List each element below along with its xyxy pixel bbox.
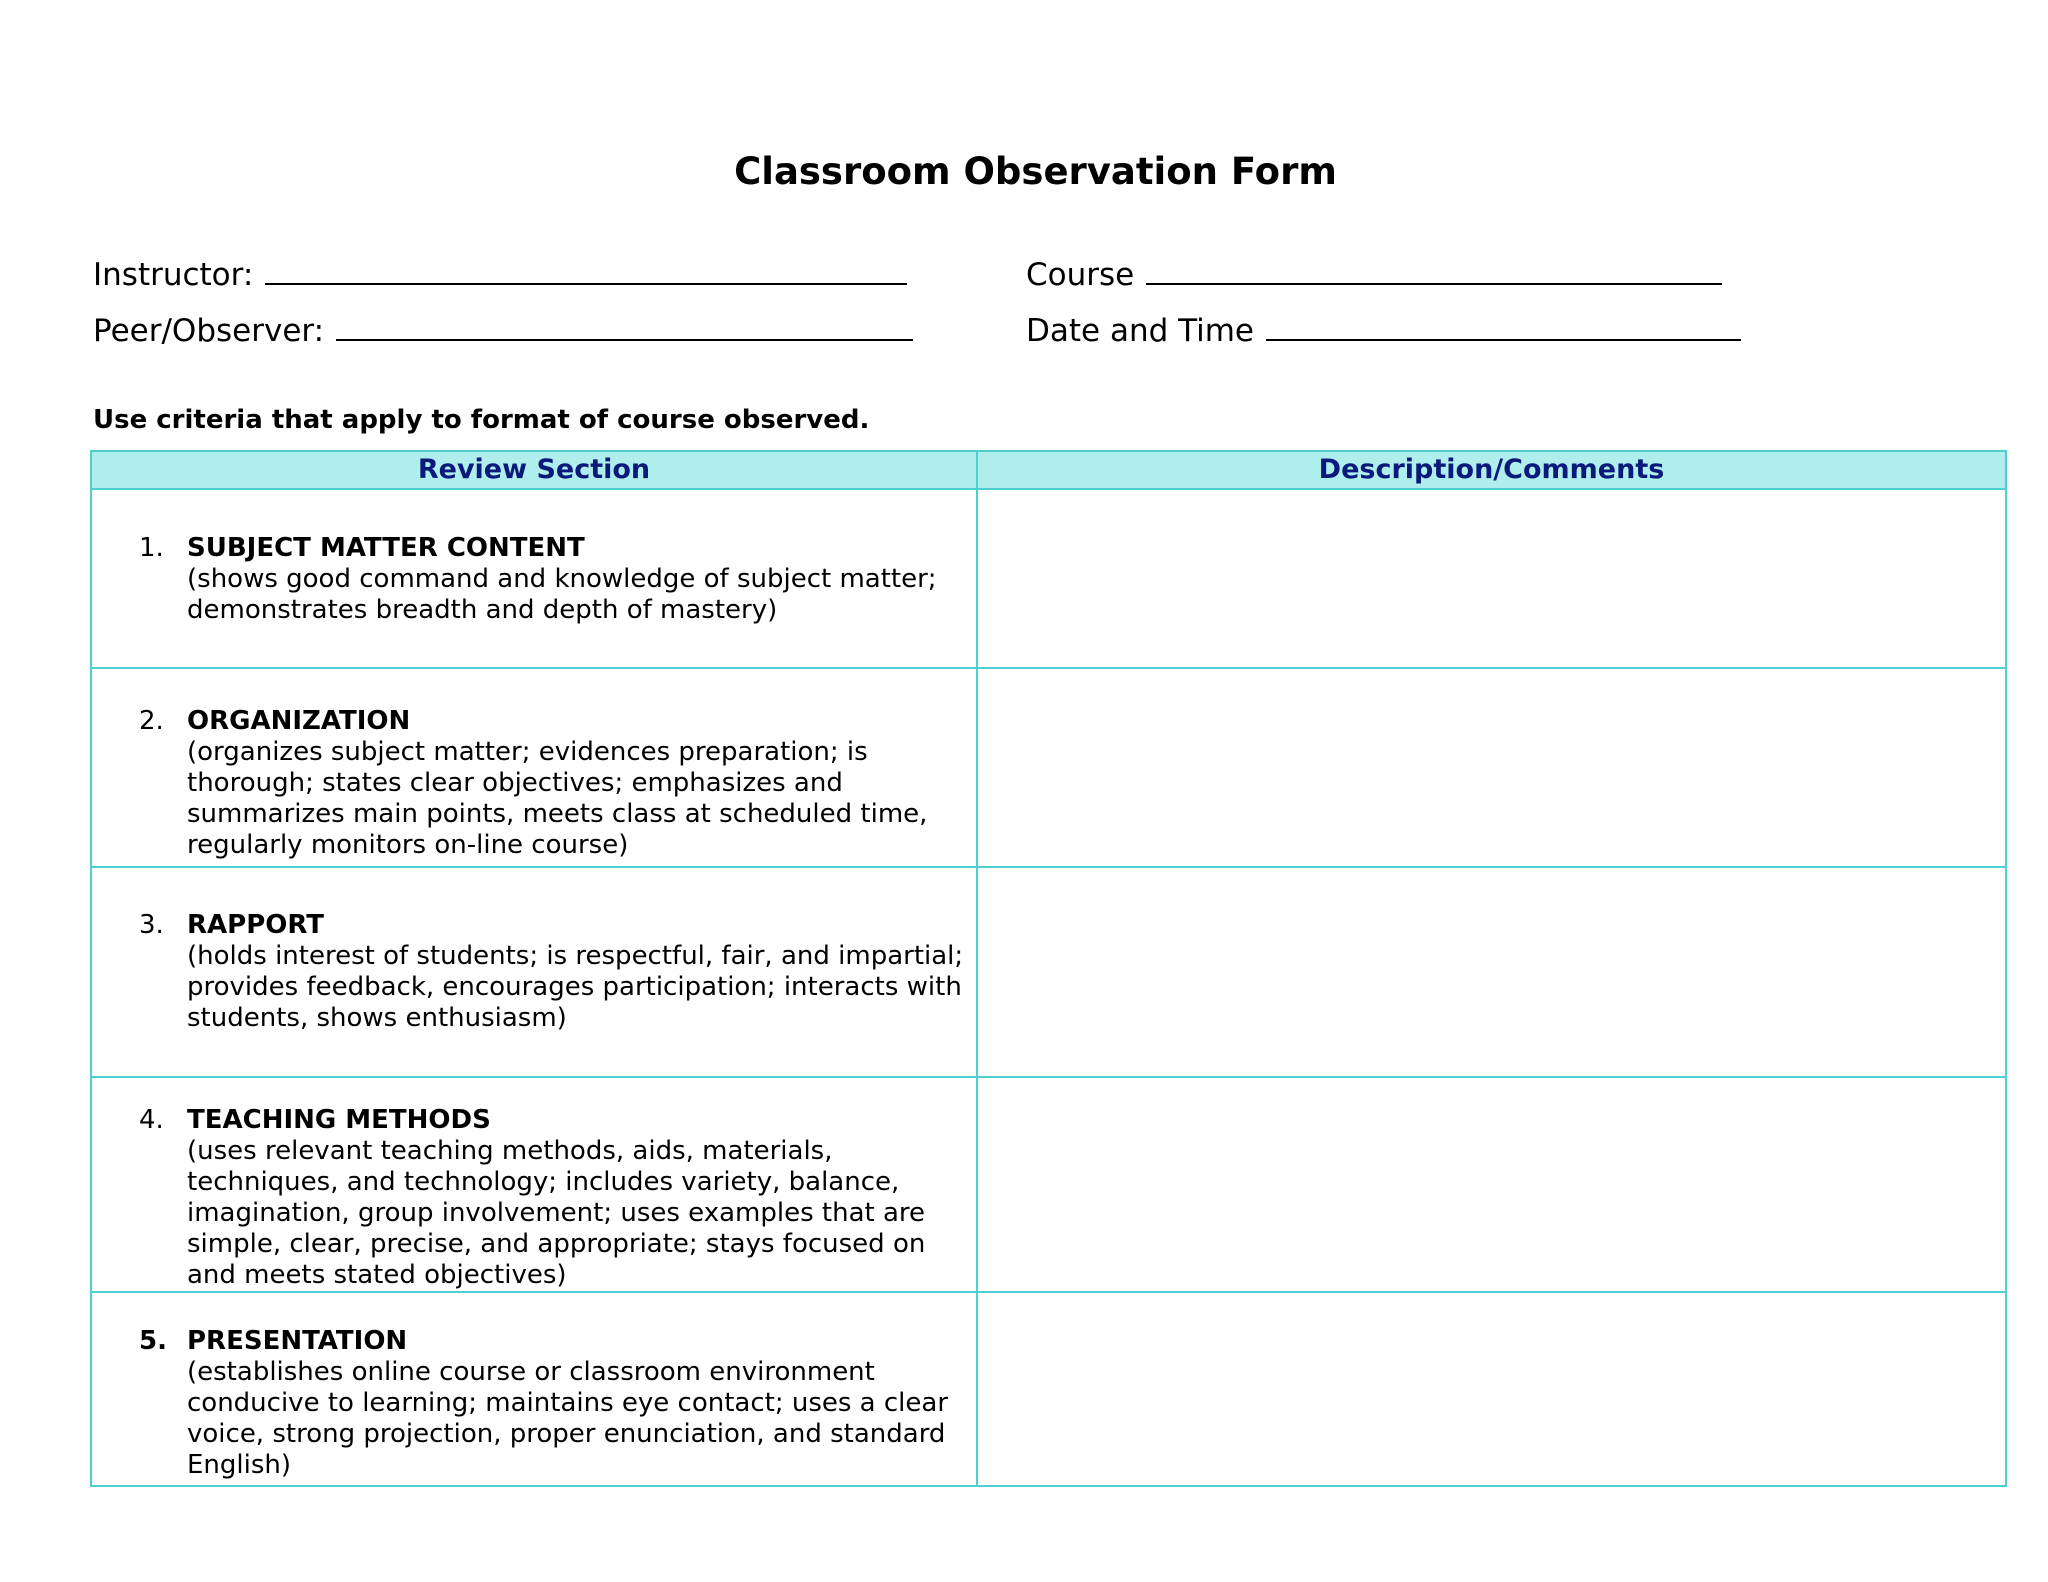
comment-cell[interactable] [977,1292,2006,1486]
course-field [1026,255,1722,293]
criterion-cell [91,489,977,668]
criterion-description: (uses relevant teaching methods, aids, materials, techniques, and technology; includes variety, balance, imagination, group involvement; uses examples that are simple, clear, precise, and appropriate; stays focused on and meets stated objectives) [187,1136,926,1290]
criterion-number: 2. [139,706,164,736]
criterion-cell [91,668,977,867]
instructor-field [93,255,907,293]
criterion-heading: RAPPORT [187,910,324,940]
criterion-body [187,1105,976,1291]
criterion-description: (shows good command and knowledge of subject matter; demonstrates breadth and depth of mastery) [187,564,937,625]
review-section-header: Review Section [91,451,977,489]
table-row [91,1292,2006,1486]
table-row [91,1077,2006,1292]
criterion-description: (holds interest of students; is respectful, fair, and impartial; provides feedback, encourages participation; interacts with students, shows enthusiasm) [187,941,964,1033]
datetime-label: Date and Time [1026,313,1254,349]
form-title: Classroom Observation Form [734,150,1337,193]
criterion-body [187,1326,976,1481]
table-header-row [91,451,2006,489]
instruction-text: Use criteria that apply to format of course observed. [93,405,870,435]
criterion-heading: SUBJECT MATTER CONTENT [187,533,585,563]
table-row [91,489,2006,668]
criterion-number: 1. [139,533,164,563]
table-row [91,668,2006,867]
criterion-item [92,910,976,1034]
criterion-number: 4. [139,1105,164,1135]
criterion-description: (organizes subject matter; evidences preparation; is thorough; states clear objectives; emphasizes and summarizes main points, meets class at scheduled time, regularly monitors on-line course) [187,737,928,860]
criterion-item [92,1326,976,1481]
criterion-number: 3. [139,910,164,940]
observer-field [93,311,913,349]
course-input-line[interactable] [1146,255,1722,285]
datetime-field [1026,311,1741,349]
criterion-cell [91,867,977,1077]
comment-cell[interactable] [977,867,2006,1077]
criterion-number: 5. [139,1326,167,1356]
criterion-cell [91,1292,977,1486]
observer-label: Peer/Observer: [93,313,325,349]
comment-cell[interactable] [977,668,2006,867]
criterion-item [92,1105,976,1291]
criterion-body [187,706,976,861]
datetime-input-line[interactable] [1266,311,1741,341]
criterion-heading: TEACHING METHODS [187,1105,491,1135]
criterion-body [187,533,976,626]
instructor-label: Instructor: [93,257,254,293]
instructor-input-line[interactable] [265,255,907,285]
course-label: Course [1026,257,1135,293]
comment-cell[interactable] [977,1077,2006,1292]
table-row [91,867,2006,1077]
comment-cell[interactable] [977,489,2006,668]
criterion-item [92,533,976,626]
comments-header: Description/Comments [977,451,2006,489]
criterion-cell [91,1077,977,1292]
observation-table [90,450,2007,1487]
criterion-description: (establishes online course or classroom environment conducive to learning; maintains eye contact; uses a clear voice, strong projection, proper enunciation, and standard English) [187,1357,949,1480]
criterion-item [92,706,976,861]
observer-input-line[interactable] [336,311,913,341]
criterion-heading: ORGANIZATION [187,706,411,736]
criterion-heading: PRESENTATION [187,1326,408,1356]
criterion-body [187,910,976,1034]
